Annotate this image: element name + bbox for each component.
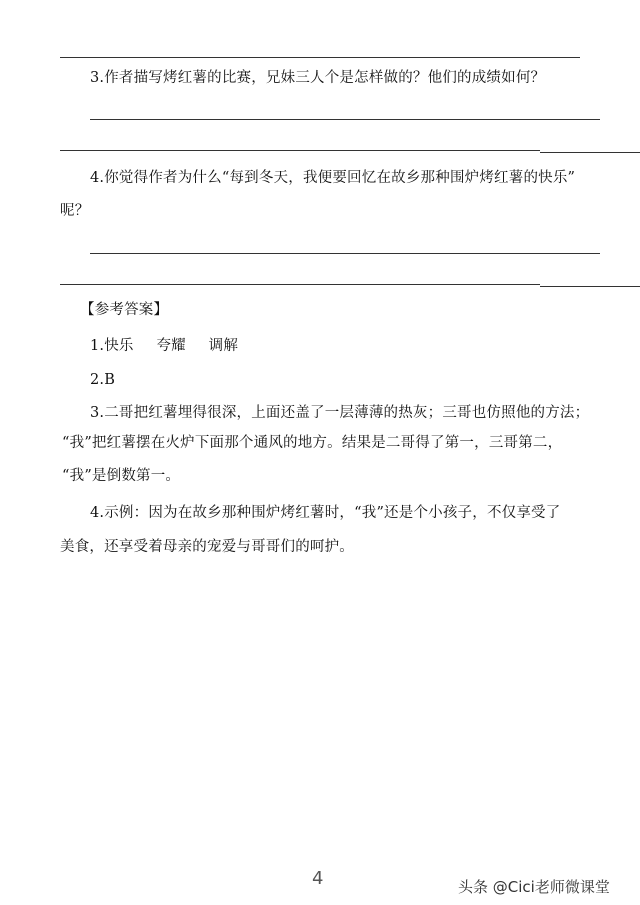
answer-line [540,286,640,287]
answer-2: 2.B [90,372,116,388]
answer-3-line-2: “我”把红薯摆在火炉下面那个通风的地方。结果是二哥得了第一，三哥第二， [62,435,563,451]
answer-1-item: 调解 [208,338,239,354]
answer-line [540,152,640,153]
question-3: 3.作者描写烤红薯的比赛，兄妹三人个是怎样做的？他们的成绩如何？ [90,70,546,86]
answer-key-heading: 【参考答案】 [80,302,169,318]
answer-1-item: 夸耀 [156,338,186,354]
answer-line [60,150,540,151]
answer-3-line-1: 3.二哥把红薯埋得很深，上面还盖了一层薄薄的热灰；三哥也仿照他的方法； [90,405,590,421]
answer-1-item: 1.快乐 [90,338,134,354]
page-number: 4 [312,868,324,889]
answer-1 [90,336,600,356]
answer-4-line-1: 4.示例：因为在故乡那种围炉烤红薯时，“我”还是个小孩子，不仅享受了 [90,505,561,521]
answer-3-line-3: “我”是倒数第一。 [62,468,181,484]
answer-line [60,284,540,285]
answer-4-line-2: 美食，还享受着母亲的宠爱与哥哥们的呵护。 [60,539,354,555]
watermark: 头条 @Cici老师微课堂 [458,878,610,896]
question-4-line-1: 4.你觉得作者为什么“每到冬天，我便要回忆在故乡那种围炉烤红薯的快乐” [90,170,576,186]
answer-line [60,57,580,58]
answer-line [90,253,600,254]
answer-line [90,119,600,120]
question-4-line-2: 呢？ [60,203,90,219]
